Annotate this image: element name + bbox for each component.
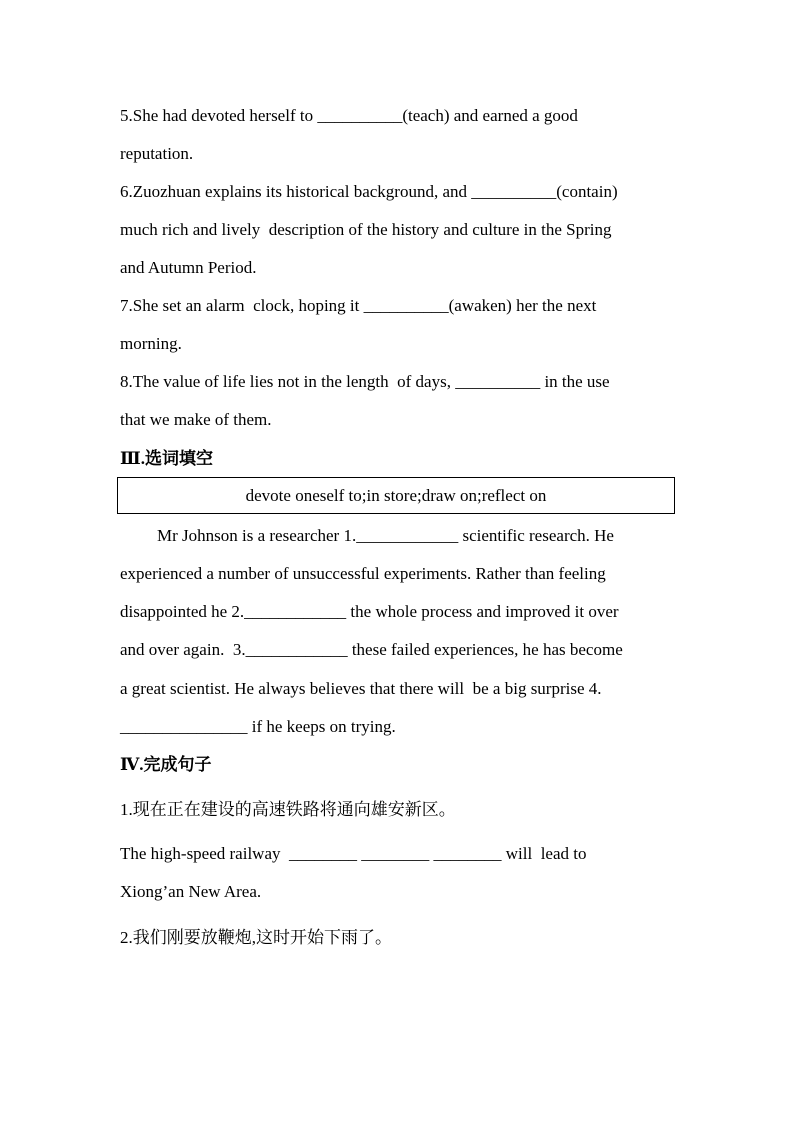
q8-line-2: that we make of them. xyxy=(120,410,272,429)
part4-heading: Ⅳ.完成句子 xyxy=(120,755,212,774)
q5-line-2: reputation. xyxy=(120,144,194,163)
q7-line-2: morning. xyxy=(120,334,182,353)
q7-line-1: 7.She set an alarm clock, hoping it __________(awaken) her the next xyxy=(120,296,597,315)
q8-line-1: 8.The value of life lies not in the length of days, __________ in the use xyxy=(120,372,610,391)
passage-line-6: _______________ if he keeps on trying. xyxy=(120,717,396,736)
q6-line-3: and Autumn Period. xyxy=(120,258,257,277)
part4-q1-english-line-2: Xiong’an New Area. xyxy=(120,882,262,901)
word-bank-text: devote oneself to;in store;draw on;reflect on xyxy=(245,485,547,505)
word-bank-box xyxy=(117,477,675,514)
passage-line-1: Mr Johnson is a researcher 1.____________ scientific research. He xyxy=(157,526,614,545)
q6-line-1: 6.Zuozhuan explains its historical background, and __________(contain) xyxy=(120,182,618,201)
part3-heading: Ⅲ.选词填空 xyxy=(120,449,213,468)
part4-q1-chinese: 1.现在正在建设的高速铁路将通向雄安新区。 xyxy=(120,800,456,819)
passage-line-4: and over again. 3.____________ these failed experiences, he has become xyxy=(120,640,623,659)
passage-line-5: a great scientist. He always believes that there will be a big surprise 4. xyxy=(120,679,602,698)
q5-line-1: 5.She had devoted herself to __________(teach) and earned a good xyxy=(120,106,578,125)
part4-q1-english-line-1: The high-speed railway ________ ________ ________ will lead to xyxy=(120,844,587,863)
passage-line-2: experienced a number of unsuccessful experiments. Rather than feeling xyxy=(120,564,606,583)
part4-q2-chinese: 2.我们刚要放鞭炮,这时开始下雨了。 xyxy=(120,928,392,947)
q6-line-2: much rich and lively description of the history and culture in the Spring xyxy=(120,220,612,239)
passage-line-3: disappointed he 2.____________ the whole process and improved it over xyxy=(120,602,619,621)
